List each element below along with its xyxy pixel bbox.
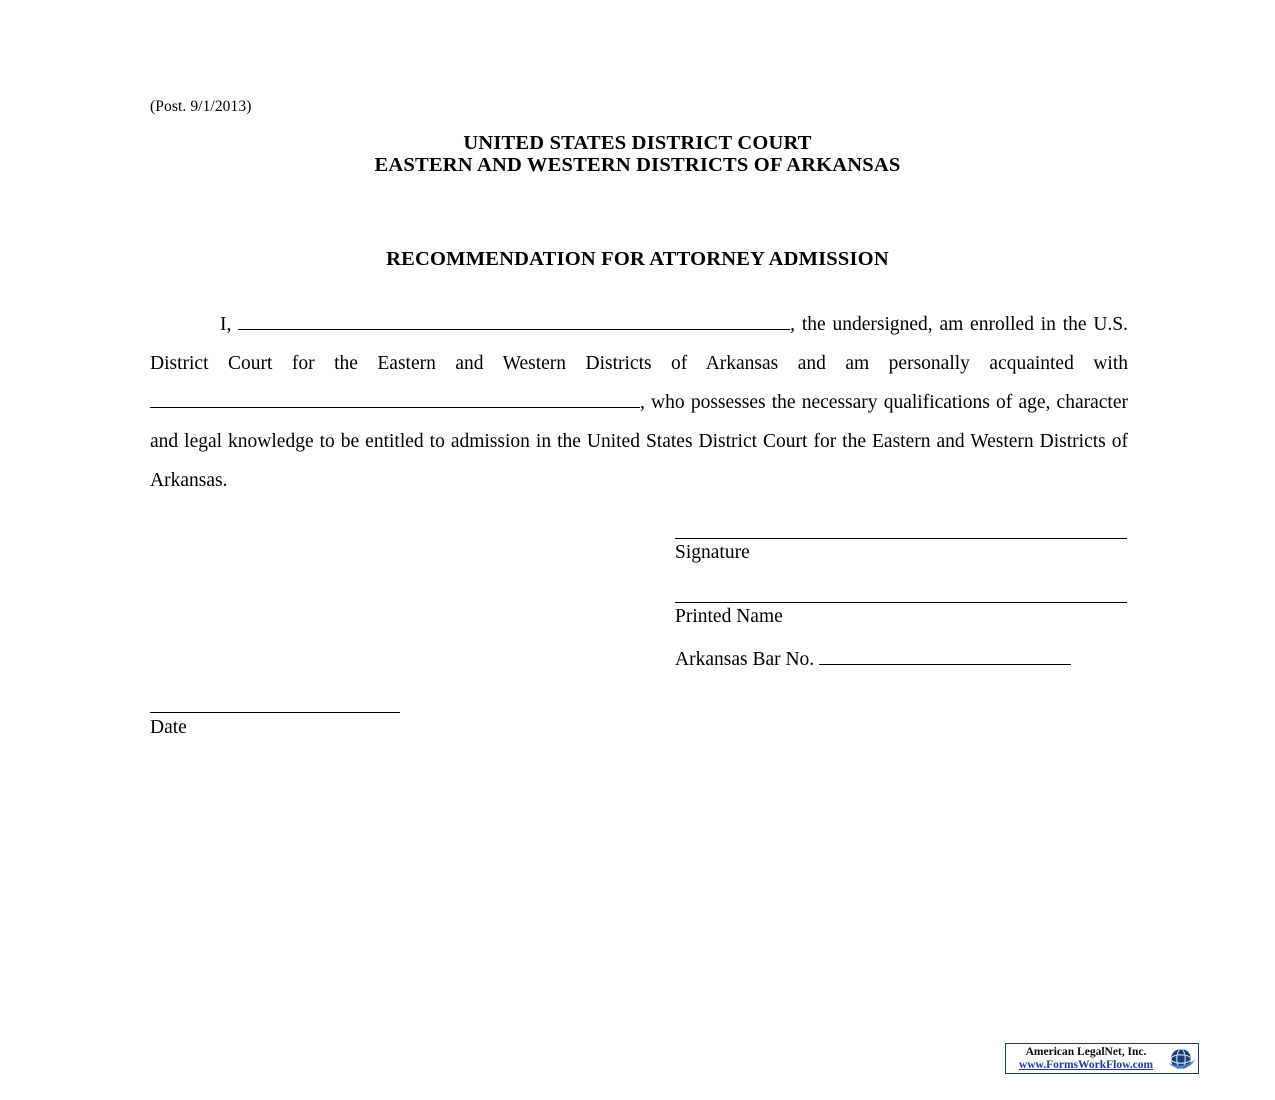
date-label: Date	[150, 717, 187, 738]
signature-label: Signature	[675, 542, 750, 563]
date-line[interactable]	[150, 696, 400, 713]
body-text-part3: , who possesses the necessary qualifications of age, character and legal knowledge to be entitled to admission in the United States District Court for the Eastern and Western Districts of Arkansas.	[150, 392, 1128, 491]
globe-swoosh-icon	[1164, 1044, 1198, 1073]
post-date-stamp: (Post. 9/1/2013)	[150, 98, 252, 115]
court-header	[0, 133, 1275, 175]
body-paragraph	[150, 305, 1128, 500]
applicant-name-blank[interactable]	[150, 390, 640, 408]
footer-badge[interactable]	[1005, 1043, 1199, 1074]
body-text-part1: I,	[220, 314, 239, 335]
court-header-line2: EASTERN AND WESTERN DISTRICTS OF ARKANSAS	[374, 154, 901, 176]
court-header-line1: UNITED STATES DISTRICT COURT	[463, 132, 812, 154]
signature-block	[675, 520, 1130, 671]
bar-number-blank[interactable]	[819, 648, 1071, 665]
body-text-part2: , the undersigned, am enrolled in the U.S. District Court for the Eastern and Western Districts of Arkansas and am personally acquainted with	[150, 314, 1128, 374]
footer-company-name: American LegalNet, Inc.	[1025, 1046, 1147, 1058]
printed-name-line[interactable]	[675, 584, 1127, 603]
enrollee-name-blank[interactable]	[238, 312, 790, 330]
footer-text	[1006, 1046, 1164, 1071]
date-block	[150, 696, 400, 741]
footer-website-link[interactable]: www.FormsWorkFlow.com	[1018, 1059, 1154, 1071]
printed-name-label: Printed Name	[675, 606, 783, 627]
bar-number-label: Arkansas Bar No.	[675, 649, 815, 670]
signature-line[interactable]	[675, 520, 1127, 539]
page-title: RECOMMENDATION FOR ATTORNEY ADMISSION	[386, 248, 889, 270]
bar-number-row	[675, 648, 1130, 671]
